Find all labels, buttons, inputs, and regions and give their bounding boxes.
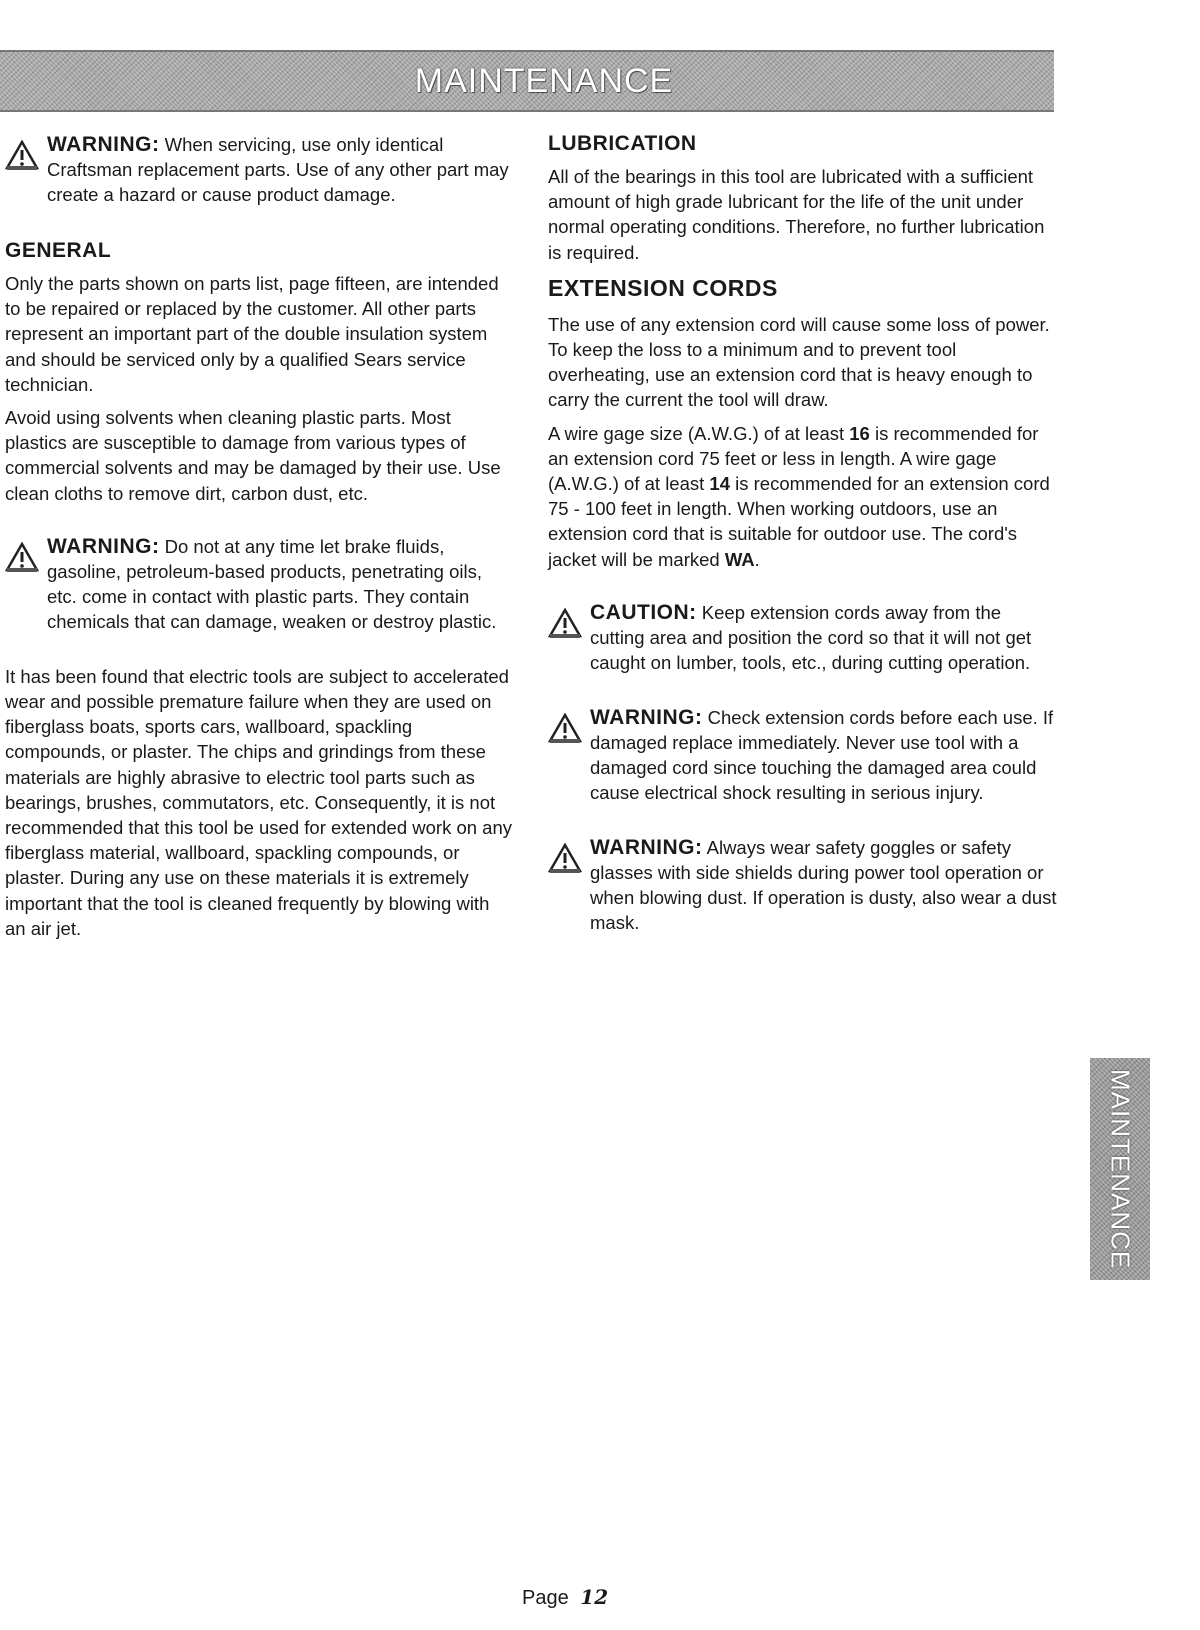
page-title: MAINTENANCE	[414, 61, 674, 100]
warning-text: When servicing, use only identical Craftsman replacement parts. Use of any other part may create a hazard or cause product damage.	[47, 134, 509, 205]
gage-16: 16	[849, 422, 870, 444]
section-banner	[0, 50, 1054, 112]
warning-triangle-icon	[548, 843, 590, 878]
warning-triangle-icon	[5, 140, 47, 175]
warning-block-goggles	[548, 835, 1058, 935]
warning-label: WARNING:	[47, 534, 160, 558]
general-heading: GENERAL	[5, 239, 112, 262]
page-label: Page	[522, 1587, 569, 1609]
warning-text: Do not at any time let brake fluids, gasoline, petroleum-based products, penetrating oils, etc. come in contact with plastic parts. They contain chemicals that can damage, weaken or destroy plastic.	[47, 535, 497, 632]
warning-label: WARNING:	[590, 835, 703, 859]
caution-block-cords	[548, 600, 1058, 675]
section-side-tab	[1090, 1058, 1150, 1280]
page-number: 12	[580, 1585, 609, 1609]
text-run: A wire gage size (A.W.G.) of at least	[548, 422, 850, 444]
general-paragraph-2: Avoid using solvents when cleaning plastic parts. Most plastics are susceptible to damage from various types of commercial solvents and may be damaged by their use. Use clean cloths to remove dirt, carbon dust, etc.	[5, 407, 501, 504]
warning-triangle-icon	[548, 608, 590, 643]
text-run: is recommended for an extension cord 75 - 100 feet in length. When working outdoors, use an extension cord that is suitable for outdoor use. The cord's jacket will be marked	[548, 473, 1050, 570]
fiberglass-paragraph: It has been found that electric tools are subject to accelerated wear and possible premature failure when they are used on fiberglass boats, sports cars, wallboard, spackling compounds, or plaster. The chips and grindings from these materials are highly abrasive to electric tool parts such as bearings, brushes, commutators, etc. Consequently, it is not recommended that this tool be used for extended work on any fiberglass material, wallboard, spackling compounds, or plaster. During any use on these materials it is extremely important that the tool is cleaned frequently by blowing with an air jet.	[5, 665, 512, 939]
caution-label: CAUTION:	[590, 600, 697, 624]
caution-text: Keep extension cords away from the cutting area and position the cord so that it will not get caught on lumber, tools, etc., during cutting operation.	[590, 601, 1032, 673]
warning-triangle-icon	[548, 713, 590, 748]
gage-14: 14	[709, 473, 730, 495]
right-column	[548, 132, 1058, 935]
page-footer	[522, 1585, 608, 1610]
warning-label: WARNING:	[47, 133, 160, 156]
wa-marking: WA	[724, 548, 755, 570]
side-tab-label: MAINTENANCE	[1105, 1068, 1136, 1270]
extension-cords-heading: EXTENSION CORDS	[548, 274, 778, 301]
warning-block-parts	[5, 132, 515, 207]
general-paragraph-1: Only the parts shown on parts list, page fifteen, are intended to be repaired or replaced by the customer. All other parts represent an important part of the double insulation system and should be serviced only by a qualified Sears service technician.	[5, 273, 499, 395]
extension-cords-paragraph-1: The use of any extension cord will cause some loss of power. To keep the loss to a minimum and to prevent tool overheating, use an extension cord that is heavy enough to carry the current the tool will draw.	[548, 313, 1050, 411]
lubrication-heading: LUBRICATION	[548, 132, 697, 155]
warning-block-plastics	[5, 534, 515, 634]
extension-cords-paragraph-2	[548, 421, 1058, 572]
text-run: .	[754, 548, 760, 570]
left-column	[5, 132, 515, 941]
warning-text: Check extension cords before each use. If damaged replace immediately. Never use tool with a damaged cord since touching the damaged area could cause electrical shock resulting in serious injury.	[590, 706, 1054, 803]
warning-block-damaged-cord	[548, 705, 1058, 805]
warning-label: WARNING:	[590, 705, 703, 729]
text-run: is recommended for an extension cord 75 feet or less in length. A wire gage (A.W.G.) of at least	[548, 422, 1039, 495]
warning-text: Always wear safety goggles or safety glasses with side shields during power tool operation or when blowing dust. If operation is dusty, also wear a dust mask.	[590, 836, 1057, 933]
warning-triangle-icon	[5, 542, 47, 577]
lubrication-paragraph: All of the bearings in this tool are lubricated with a sufficient amount of high grade lubricant for the life of the unit under normal operating conditions. Therefore, no further lubrication is required.	[548, 166, 1045, 263]
